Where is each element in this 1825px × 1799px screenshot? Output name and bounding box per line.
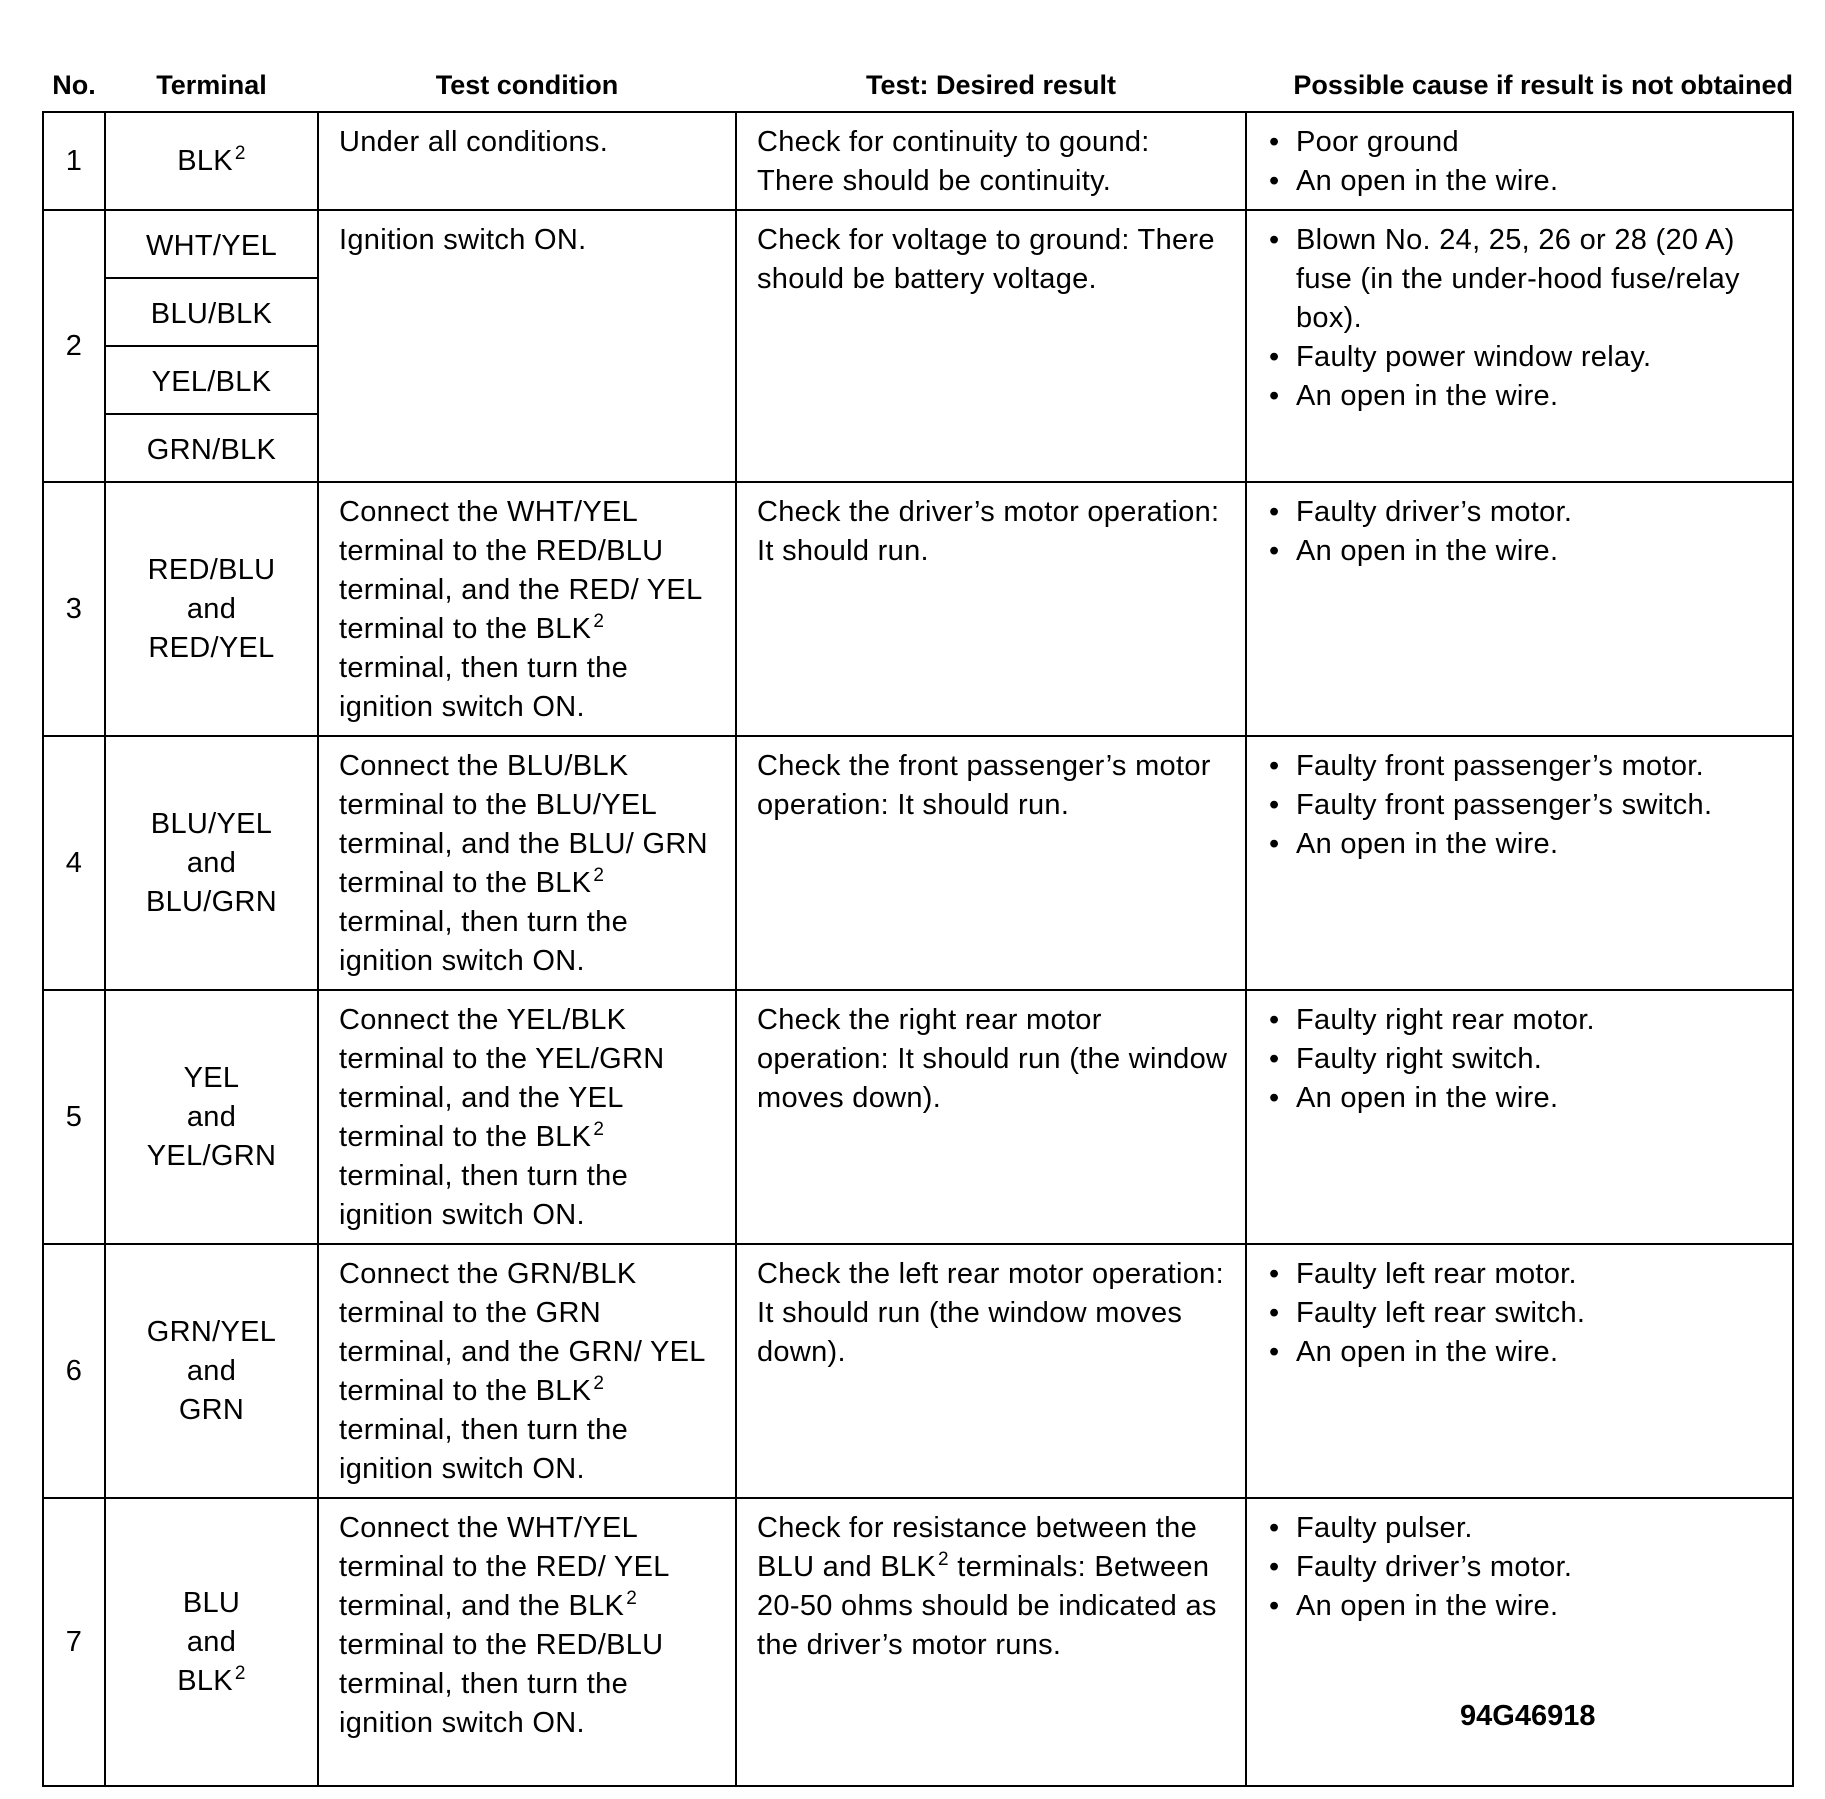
header-row [43,70,1793,112]
table-row [43,1498,1793,1786]
terminal-line: GRN/YEL [146,1315,277,1348]
superscript-two: 2 [593,1119,605,1141]
cause-list [1267,493,1778,571]
test-condition-cell: Connect the WHT/YEL terminal to the RED/ YEL terminal, and the BLK $^2$ terminal to the RED/BLU terminal, then turn the ignition switch ON. [318,1498,736,1786]
terminal-line: and [186,592,237,625]
cause-item: • An open in the wire. [1267,1587,1778,1626]
table-row [43,990,1793,1244]
desired-result-cell: Check the left rear motor operation: It should run (the window moves down). [736,1244,1246,1498]
table-row [43,736,1793,990]
cause-list [1267,1255,1778,1372]
test-condition-cell: Connect the WHT/YEL terminal to the RED/BLU terminal, and the RED/ YEL terminal to the BLK $^2$ terminal, then turn the ignition switch ON. [318,482,736,736]
terminal-line: and [186,1100,237,1133]
row-number: 2 [43,210,105,482]
superscript-two: 2 [626,1588,638,1610]
terminal-cell: WHT/YEL [105,210,318,278]
possible-cause-cell [1246,1498,1793,1786]
row-number: 3 [43,482,105,736]
diagnostic-table-container [42,70,1792,1787]
row-number: 6 [43,1244,105,1498]
cause-list [1267,1509,1778,1626]
cause-item: • Faulty right switch. [1267,1040,1778,1079]
possible-cause-cell [1246,990,1793,1244]
terminal-cell [105,990,318,1244]
test-condition-cell: Ignition switch ON. [318,210,736,482]
terminal-line: BLU/YEL [150,807,273,840]
possible-cause-cell [1246,112,1793,210]
terminal-cell [105,1244,318,1498]
terminal-line: BLK $^2$ [177,1662,246,1697]
cause-list [1267,123,1778,201]
row-number: 5 [43,990,105,1244]
cause-list [1267,747,1778,864]
desired-result-cell: Check for resistance between the BLU and BLK $^2$ terminals: Between 20-50 ohms should be indicated as the driver’s motor runs. [736,1498,1246,1786]
superscript-two: 2 [593,865,605,887]
diagnostic-table [42,70,1794,1787]
terminal-cell: YEL/BLK [105,346,318,414]
terminal-line: GRN [178,1393,245,1426]
terminal-line: YEL/GRN [146,1139,277,1172]
terminal-cell: BLK $^2$ [105,112,318,210]
table-row [43,112,1793,210]
cause-item: • Faulty front passenger’s switch. [1267,786,1778,825]
possible-cause-cell [1246,1244,1793,1498]
possible-cause-cell [1246,482,1793,736]
cause-item: • An open in the wire. [1267,532,1778,571]
table-row [43,482,1793,736]
terminal-cell: GRN/BLK [105,414,318,482]
test-condition-cell: Connect the YEL/BLK terminal to the YEL/GRN terminal, and the YEL terminal to the BLK $^2$ terminal, then turn the ignition switch ON. [318,990,736,1244]
cause-item: • Faulty pulser. [1267,1509,1778,1548]
cause-item: • An open in the wire. [1267,1333,1778,1372]
header-terminal: Terminal [156,70,267,100]
terminal-line: and [186,1354,237,1387]
cause-item: • An open in the wire. [1267,377,1778,416]
desired-result-cell: Check the right rear motor operation: It should run (the window moves down). [736,990,1246,1244]
cause-list [1267,221,1778,416]
cause-item: • Faulty left rear motor. [1267,1255,1778,1294]
table-row [43,1244,1793,1498]
header-test-condition: Test condition [435,70,619,100]
table-row [43,210,1793,278]
cause-item: • An open in the wire. [1267,825,1778,864]
row-number: 7 [43,1498,105,1786]
possible-cause-cell [1246,736,1793,990]
cause-item: • Faulty right rear motor. [1267,1001,1778,1040]
header-no: No. [52,70,96,100]
terminal-line: BLU/GRN [145,885,277,918]
superscript-two: 2 [234,142,246,164]
test-condition-cell: Connect the BLU/BLK terminal to the BLU/YEL terminal, and the BLU/ GRN terminal to the BLK $^2$ terminal, then turn the ignition switch ON. [318,736,736,990]
cause-item: • Poor ground [1267,123,1778,162]
terminal-line: RED/YEL [148,631,275,664]
terminal-line: YEL [183,1061,240,1094]
superscript-two: 2 [593,1373,605,1395]
cause-item: • Faulty power window relay. [1267,338,1778,377]
desired-result-cell: Check for continuity to gound: There should be continuity. [736,112,1246,210]
desired-result-cell: Check the driver’s motor operation: It should run. [736,482,1246,736]
terminal-line: and [186,1625,237,1658]
cause-item: • Blown No. 24, 25, 26 or 28 (20 A) fuse (in the under-hood fuse/relay box). [1267,221,1778,338]
terminal-cell [105,736,318,990]
desired-result-cell: Check for voltage to ground: There should be battery voltage. [736,210,1246,482]
figure-code: 94G46918 [1460,1700,1596,1732]
terminal-cell [105,1498,318,1786]
terminal-line: and [186,846,237,879]
header-desired-result: Test: Desired result [865,70,1117,100]
cause-item: • An open in the wire. [1267,162,1778,201]
cause-item: • Faulty front passenger’s motor. [1267,747,1778,786]
superscript-two: 2 [234,1662,246,1684]
superscript-two: 2 [938,1549,949,1571]
terminal-cell [105,482,318,736]
cause-item: • Faulty driver’s motor. [1267,493,1778,532]
test-condition-cell: Connect the GRN/BLK terminal to the GRN terminal, and the GRN/ YEL terminal to the BLK $^2$ terminal, then turn the ignition switch ON. [318,1244,736,1498]
cause-item: • Faulty driver’s motor. [1267,1548,1778,1587]
cause-item: • Faulty left rear switch. [1267,1294,1778,1333]
test-condition-cell: Under all conditions. [318,112,736,210]
row-number: 4 [43,736,105,990]
terminal-line: BLU [182,1586,241,1619]
row-number: 1 [43,112,105,210]
superscript-two: 2 [593,611,605,633]
header-possible-cause: Possible cause if result is not obtained [1293,70,1793,100]
desired-result-cell: Check the front passenger’s motor operation: It should run. [736,736,1246,990]
terminal-cell: BLU/BLK [105,278,318,346]
terminal-line: RED/BLU [147,553,276,586]
possible-cause-cell [1246,210,1793,482]
cause-item: • An open in the wire. [1267,1079,1778,1118]
cause-list [1267,1001,1778,1118]
